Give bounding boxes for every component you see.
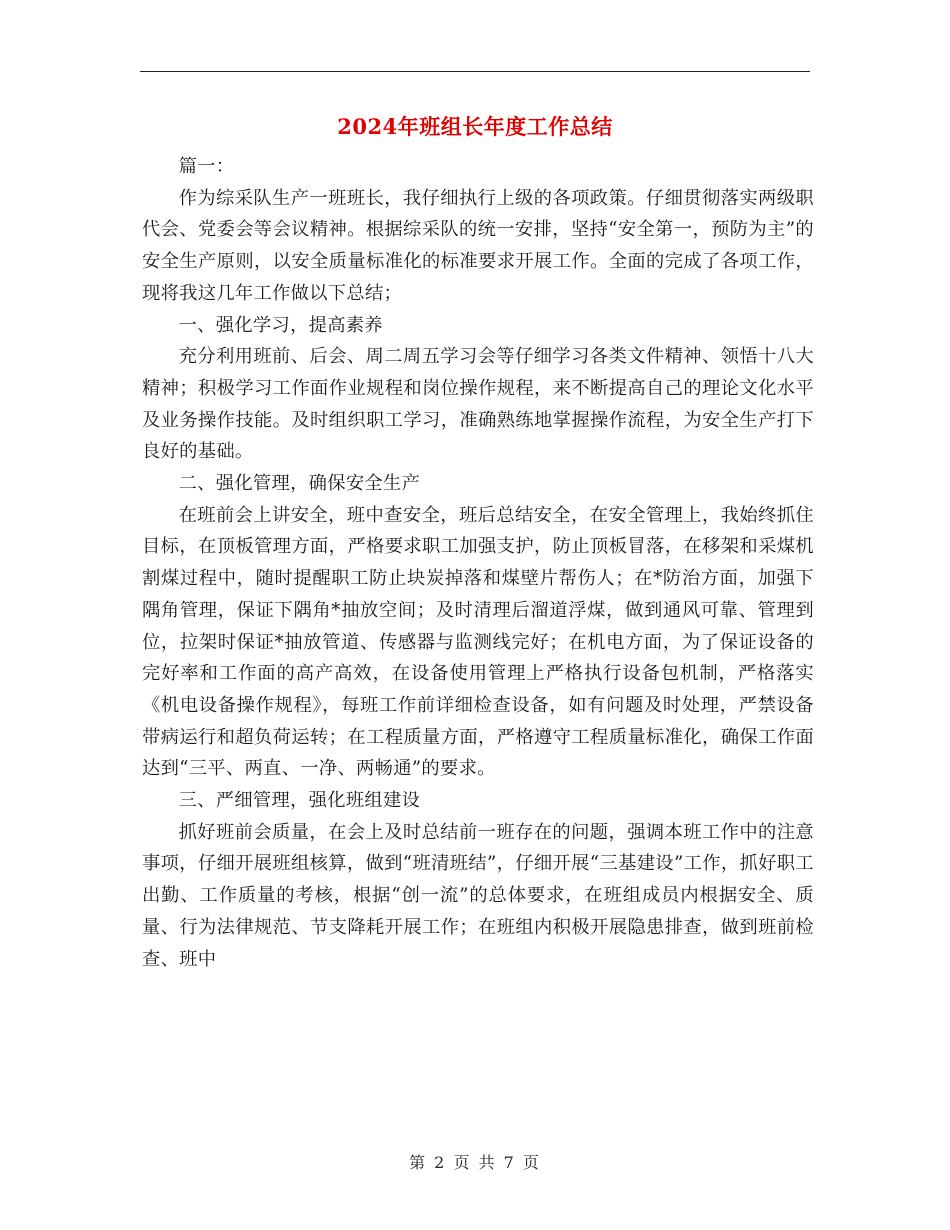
section-label: 篇一：: [178, 156, 235, 177]
heading-team: 三、严细管理，强化班组建设: [178, 790, 421, 812]
paragraph-team: 抓好班前会质量，在会上及时总结前一班存在的问题，强调本班工作中的注意事项，仔细开展班组核算，做到“班清班结”，仔细开展“三基建设”工作，抓好职工出勤、工作质量的考核，根据“创一流”的总体要求，在班组成员内根据安全、质量、行为法律规范、节支降耗开展工作；在班组内积极开展隐患排查，做到班前检查、班中: [142, 821, 814, 970]
paragraph-safety: 在班前会上讲安全，班中查安全，班后总结安全，在安全管理上，我始终抓住目标，在顶板管理方面，严格要求职工加强支护，防止顶板冒落，在移架和采煤机割煤过程中，随时提醒职工防止块炭掉落和煤壁片帮伤人；在*防治方面，加强下隅角管理，保证下隅角*抽放空间；及时清理后溜道浮煤，做到通风可靠、管理到位，拉架时保证*抽放管道、传感器与监测线完好；在机电方面，为了保证设备的完好率和工作面的高产高效，在设备使用管理上严格执行设备包机制，严格落实《机电设备操作规程》，每班工作前详细检查设备，如有问题及时处理，严禁设备带病运行和超负荷运转；在工程质量方面，严格遵守工程质量标准化，确保工作面达到“三平、两直、一净、两畅通”的要求。: [142, 504, 814, 780]
heading-safety: 二、强化管理，确保安全生产: [178, 473, 421, 495]
header-rule: [140, 71, 810, 72]
document-body: [142, 151, 814, 975]
intro-paragraph: 作为综采队生产一班班长，我仔细执行上级的各项政策。仔细贯彻落实两级职代会、党委会等会议精神。根据综采队的统一安排，坚持“安全第一，预防为主”的安全生产原则，以安全质量标准化的标准要求开展工作。全面的完成了各项工作，现将我这几年工作做以下总结；: [142, 187, 814, 304]
document-title: 2024年班组长年度工作总结: [337, 114, 613, 139]
paragraph-study: 充分利用班前、后会、周二周五学习会等仔细学习各类文件精神、领悟十八大精神；积极学习工作面作业规程和岗位操作规程，来不断提高自己的理论文化水平及业务操作技能。及时组织职工学习，准确熟练地掌握操作流程，为安全生产打下良好的基础。: [142, 346, 814, 463]
heading-study: 一、强化学习，提高素养: [178, 314, 383, 336]
page-number: 第 2 页 共 7 页: [409, 1153, 541, 1172]
